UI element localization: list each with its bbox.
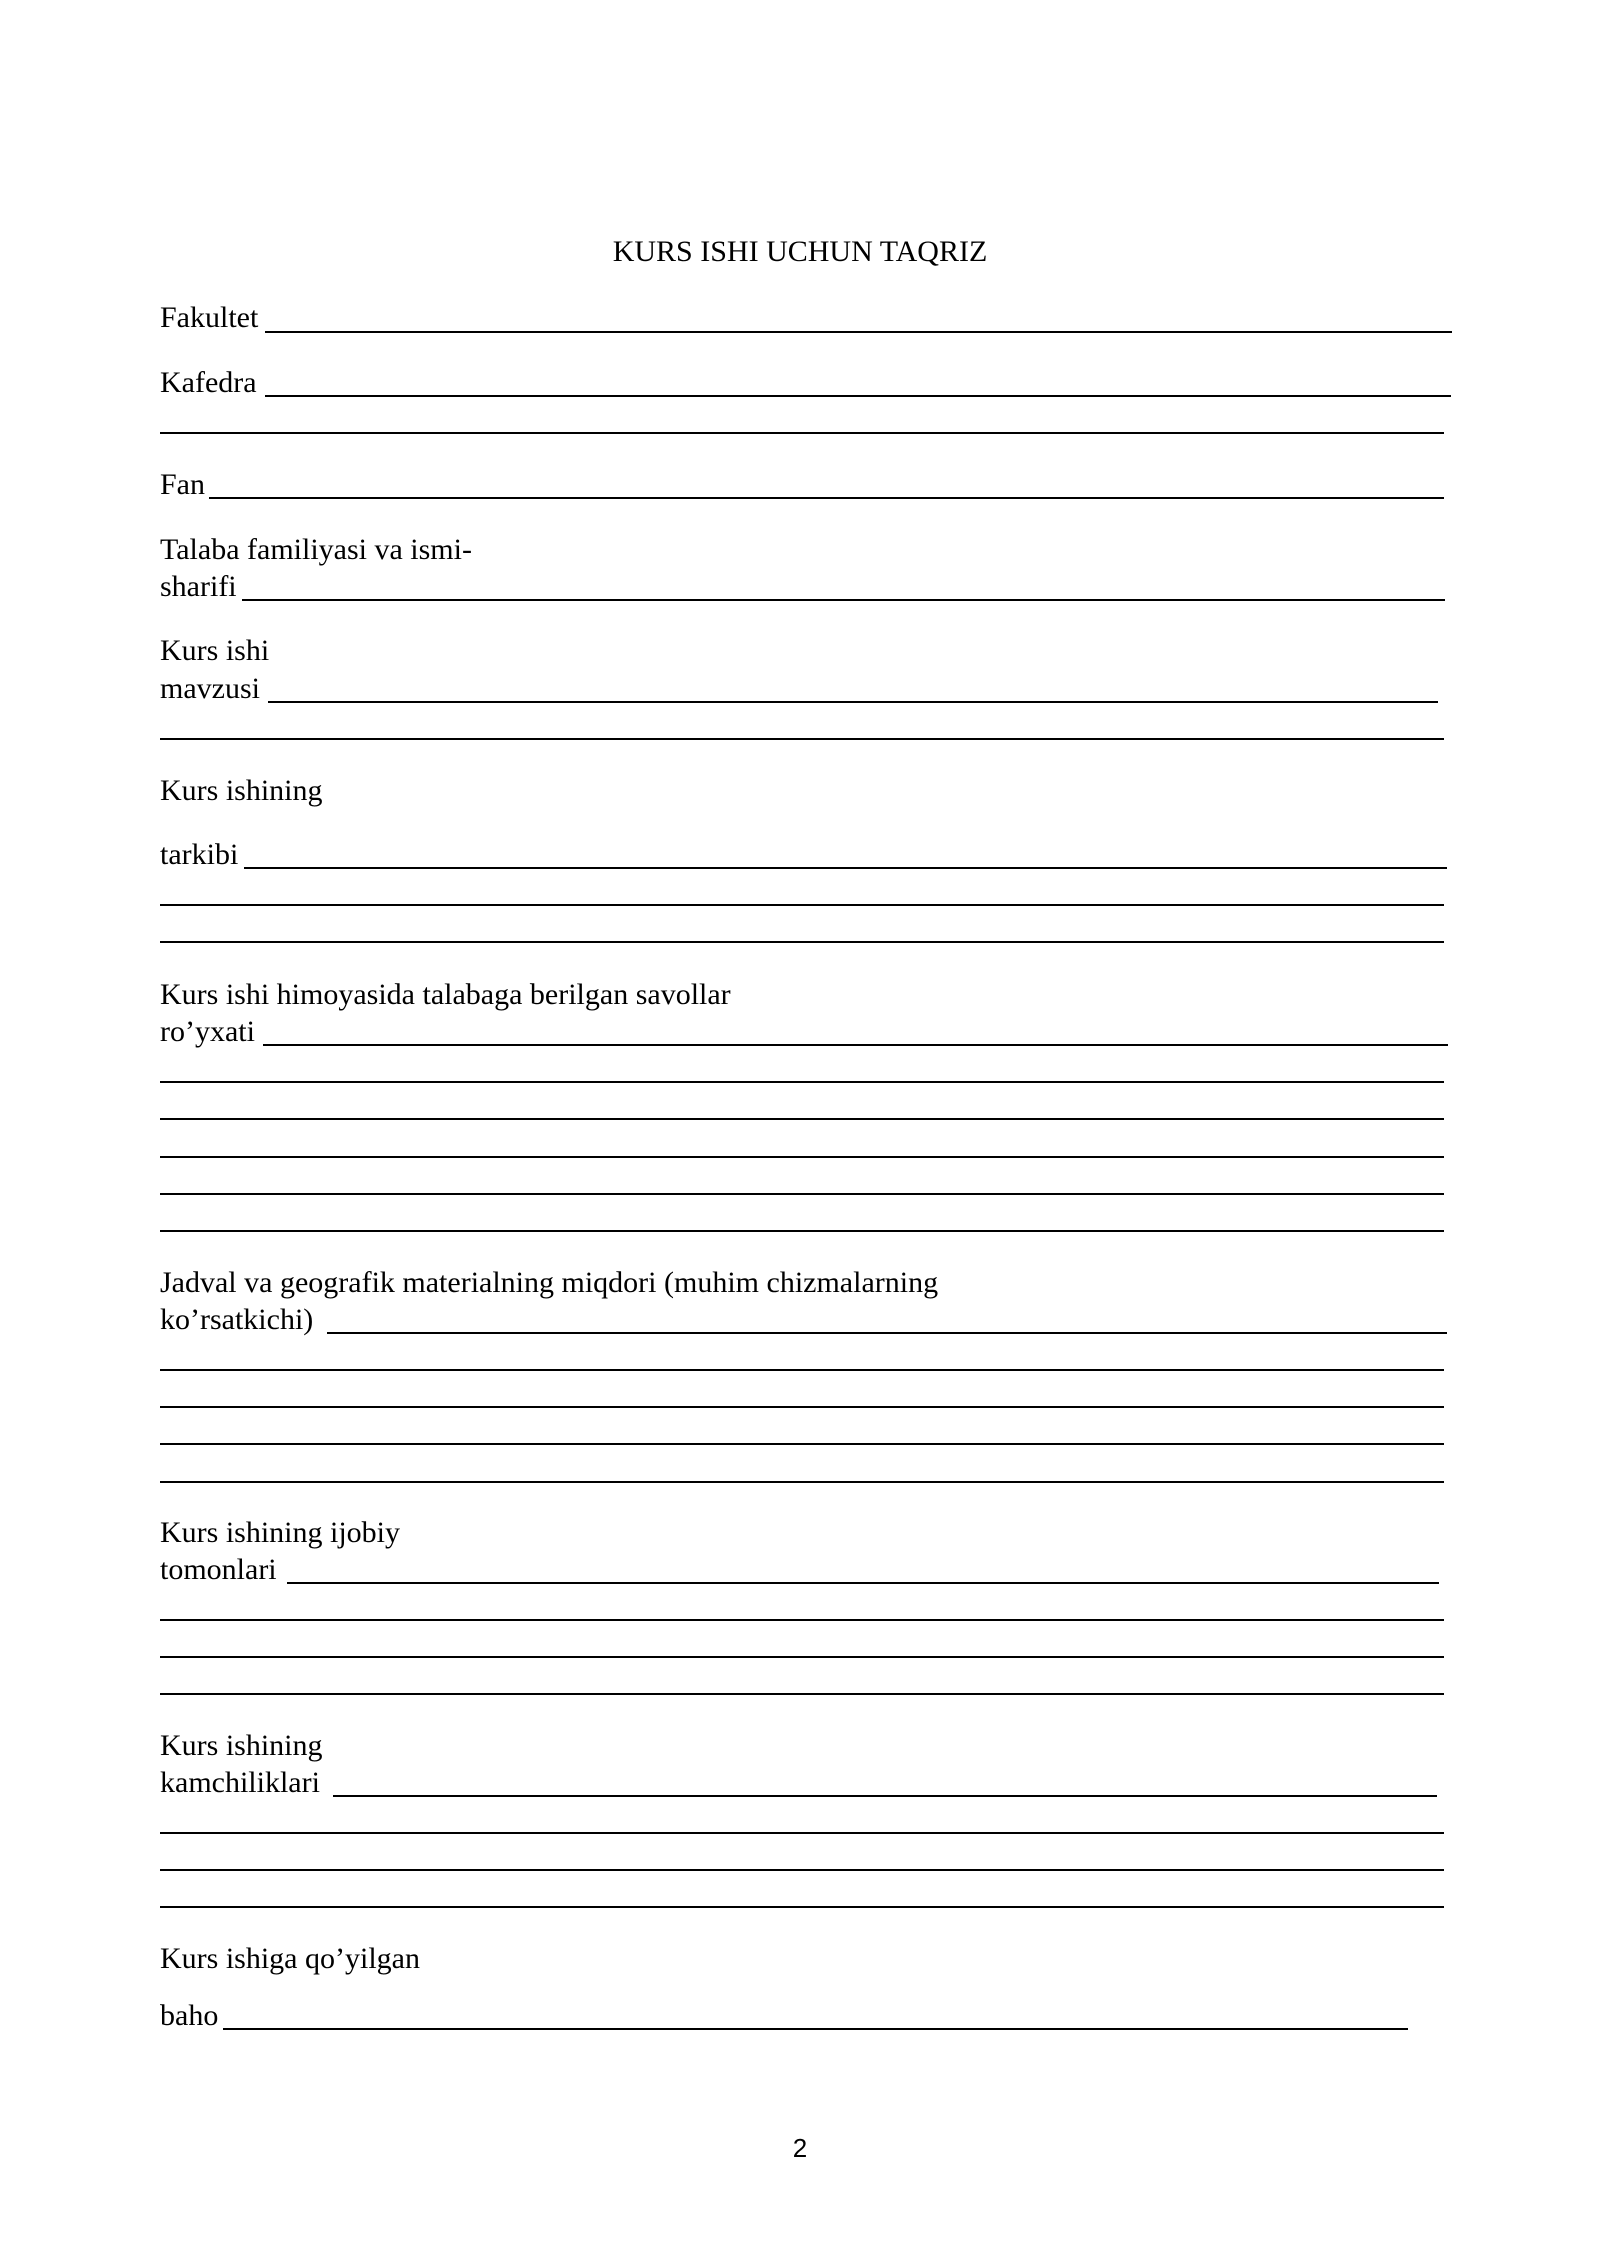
ijobiy-extra-line-1: [160, 1619, 1444, 1621]
jadval-extra-line-2: [160, 1406, 1444, 1408]
savollar-label-line1: Kurs ishi himoyasida talabaga berilgan savollar: [160, 978, 731, 1011]
jadval-extra-line-3: [160, 1443, 1444, 1445]
jadval-line: [327, 1332, 1447, 1334]
tarkib-extra-line-2: [160, 941, 1444, 943]
ijobiy-extra-line-2: [160, 1656, 1444, 1658]
baho-label-line1: Kurs ishiga qo’yilgan: [160, 1942, 420, 1975]
kamchilik-label-line2: kamchiliklari: [160, 1766, 320, 1799]
kamchilik-extra-line-2: [160, 1869, 1444, 1871]
mavzu-extra-line: [160, 738, 1444, 740]
baho-label-line2: baho: [160, 1999, 219, 2032]
savollar-label-line2: ro’yxati: [160, 1015, 255, 1048]
talaba-label-line2: sharifi: [160, 570, 237, 603]
tarkib-line: [244, 867, 1447, 869]
kamchilik-label-line1: Kurs ishining: [160, 1729, 323, 1762]
jadval-extra-line-1: [160, 1369, 1444, 1371]
baho-line: [223, 2028, 1408, 2030]
savollar-extra-line-1: [160, 1081, 1444, 1083]
savollar-line: [263, 1044, 1448, 1046]
talaba-line: [242, 599, 1445, 601]
jadval-extra-line-4: [160, 1481, 1444, 1483]
ijobiy-label-line1: Kurs ishining ijobiy: [160, 1516, 401, 1549]
tarkib-extra-line-1: [160, 904, 1444, 906]
fan-line: [209, 497, 1444, 499]
kamchilik-extra-line-3: [160, 1906, 1444, 1908]
kamchilik-extra-line-1: [160, 1832, 1444, 1834]
talaba-label-line1: Talaba familiyasi va ismi-: [160, 533, 472, 566]
jadval-label-line1: Jadval va geografik materialning miqdori (muhim chizmalarning: [160, 1266, 939, 1299]
kafedra-label: Kafedra: [160, 366, 257, 399]
mavzu-line: [268, 701, 1438, 703]
page-number: 2: [792, 2133, 808, 2163]
mavzu-label-line2: mavzusi: [160, 672, 260, 705]
tarkib-label-line2: tarkibi: [160, 838, 239, 871]
fan-label: Fan: [160, 468, 205, 501]
kamchilik-line: [333, 1795, 1437, 1797]
fakultet-label: Fakultet: [160, 301, 259, 334]
ijobiy-line: [287, 1582, 1439, 1584]
mavzu-label-line1: Kurs ishi: [160, 634, 270, 667]
fakultet-line: [265, 331, 1452, 333]
savollar-extra-line-5: [160, 1230, 1444, 1232]
kafedra-line: [265, 395, 1451, 397]
tarkib-label-line1: Kurs ishining: [160, 774, 323, 807]
ijobiy-extra-line-3: [160, 1693, 1444, 1695]
jadval-label-line2: ko’rsatkichi): [160, 1303, 314, 1336]
kafedra-extra-line: [160, 432, 1444, 434]
savollar-extra-line-4: [160, 1193, 1444, 1195]
document-title: KURS ISHI UCHUN TAQRIZ: [612, 235, 988, 268]
savollar-extra-line-3: [160, 1156, 1444, 1158]
ijobiy-label-line2: tomonlari: [160, 1553, 277, 1586]
savollar-extra-line-2: [160, 1118, 1444, 1120]
